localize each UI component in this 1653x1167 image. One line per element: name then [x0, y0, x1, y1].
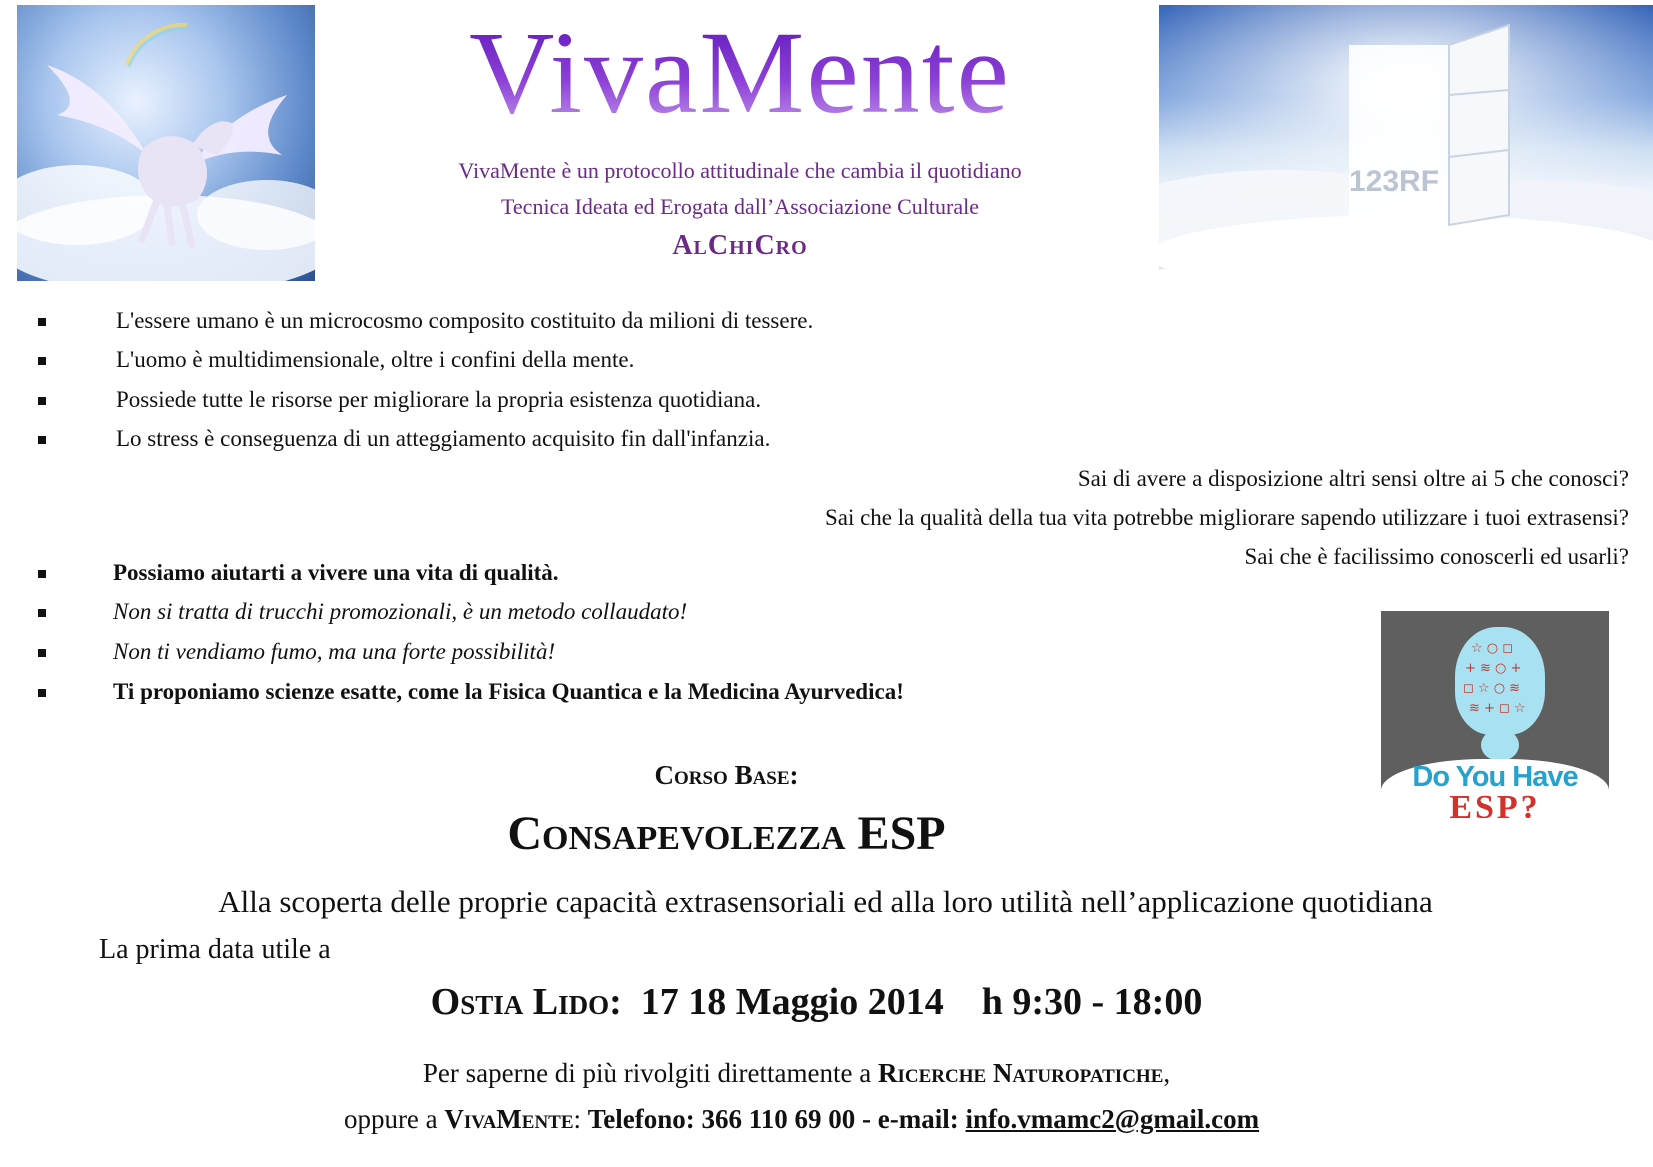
- symbol-icon: ☆ ○ ◻: [1471, 641, 1514, 656]
- bullet-text-7: Non ti vendiamo fumo, ma una forte possibilità!: [113, 639, 556, 664]
- question-3: Sai che è facilissimo conoscerli ed usarli?: [1244, 544, 1629, 569]
- bullet-icon: [38, 689, 46, 697]
- email-link[interactable]: info.vmamc2@gmail.com: [965, 1104, 1260, 1134]
- bullet-icon: [38, 570, 46, 578]
- symbol-icon: ◻ ☆ ○ ≋: [1463, 681, 1521, 696]
- bullet-text-6: Non si tratta di trucchi promozionali, è un metodo collaudato!: [113, 599, 688, 624]
- watermark: 123RF: [1349, 165, 1440, 198]
- page-title: VivaMente: [360, 8, 1120, 138]
- symbol-icon: ≋ + ◻ ☆: [1469, 701, 1526, 716]
- phone-text: Telefono: 366 110 69 00 - e-mail:: [587, 1104, 959, 1134]
- bullet-icon: [38, 609, 46, 617]
- bullet-text-2: L'uomo è multidimensionale, oltre i confini della mente.: [116, 347, 635, 372]
- door-clouds-image: [1159, 5, 1653, 269]
- contact-line-2: oppure a VivaMente: Telefono: 366 110 69 00 - e-mail: info.vmamc2@gmail.com: [343, 1104, 1260, 1134]
- bullet-icon: [38, 357, 46, 365]
- course-title: Consapevolezza ESP: [507, 807, 946, 860]
- bullet-icon: [38, 318, 46, 326]
- esp-badge-line-1: Do You Have: [1412, 761, 1578, 793]
- course-label: Corso Base:: [654, 760, 799, 790]
- neck-silhouette: [1481, 729, 1519, 761]
- course-description: Alla scoperta delle proprie capacità extrasensoriali ed alla loro utilità nell’applicazione quotidiana: [218, 884, 1433, 919]
- event-line: [0, 980, 1643, 1024]
- symbol-icon: + ≋ ○ +: [1465, 661, 1522, 676]
- bullet-text-1: L'essere umano è un microcosmo composito costituito da milioni di tessere.: [116, 308, 814, 333]
- subtitle-line-1: VivaMente è un protocollo attitudinale che cambia il quotidiano: [458, 158, 1022, 183]
- association-name: AlChiCro: [672, 230, 808, 261]
- event-hours: h 9:30 - 18:00: [981, 981, 1203, 1023]
- org-ricerche-naturopatiche: Ricerche Naturopatiche: [877, 1058, 1164, 1088]
- bullet-icon: [38, 397, 46, 405]
- contact-suffix-1: ,: [1163, 1058, 1171, 1088]
- bullet-text-5: Possiamo aiutarti a vivere una vita di qualità.: [113, 560, 559, 585]
- bullet-text-4: Lo stress è conseguenza di un atteggiamento acquisito fin dall'infanzia.: [116, 426, 771, 451]
- contact-prefix-1: Per saperne di più rivolgiti direttamente a: [422, 1058, 872, 1088]
- bullet-icon: [38, 649, 46, 657]
- contact-prefix-2: oppure a: [343, 1104, 438, 1134]
- first-date-label: La prima data utile a: [99, 934, 331, 965]
- event-dates: 17 18 Maggio 2014: [640, 981, 944, 1023]
- org-vivamente: VivaMente: [444, 1104, 574, 1134]
- door-illustration: [1159, 5, 1653, 269]
- contact-line-1: [0, 1058, 1623, 1089]
- esp-badge-line-2: ESP?: [1449, 789, 1541, 818]
- bullet-text-3: Possiede tutte le risorse per migliorare la propria esistenza quotidiana.: [116, 387, 762, 412]
- question-1: Sai di avere a disposizione altri sensi oltre ai 5 che conosci?: [1077, 466, 1629, 491]
- event-location: Ostia Lido:: [430, 981, 622, 1023]
- subtitle-line-2: Tecnica Ideata ed Erogata dall’Associazione Culturale: [501, 194, 979, 219]
- question-2: Sai che la qualità della tua vita potrebbe migliorare sapendo utilizzare i tuoi extrasensi?: [824, 505, 1629, 530]
- bullet-text-8: Ti proponiamo scienze esatte, come la Fisica Quantica e la Medicina Ayurvedica!: [113, 679, 904, 704]
- bullet-icon: [38, 436, 46, 444]
